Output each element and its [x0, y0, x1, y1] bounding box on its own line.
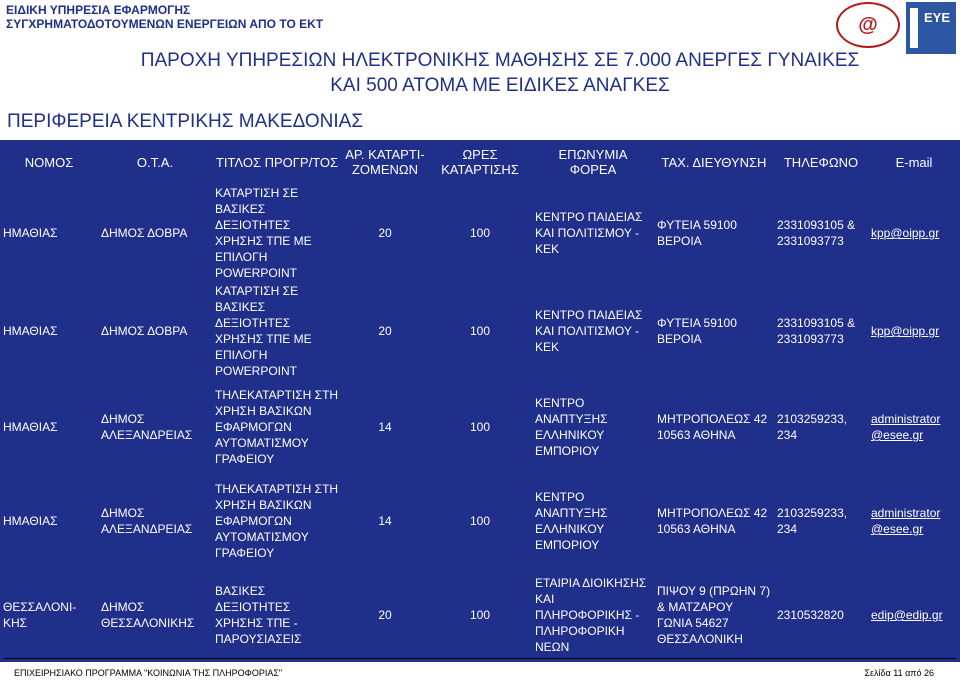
trainees-cell: 14	[378, 514, 392, 528]
prefecture-cell: ΗΜΑΘΙΑΣ	[3, 514, 58, 528]
table-row	[0, 282, 960, 380]
municipality-cell: ΔΗΜΟΣ ΔΟΒΡΑ	[101, 324, 188, 338]
header-cell: ΕΠΩΝΥΜΙΑ ΦΟΡΕΑ	[558, 147, 628, 177]
table-header-row	[0, 140, 960, 184]
hours-cell: 100	[469, 324, 491, 338]
hours-cell: 100	[469, 514, 491, 528]
header-cell: ΤΑΧ. ΔΙΕΥΘΥΝΣΗ	[661, 154, 767, 170]
program-title-cell: ΚΑΤΑΡΤΙΣΗ ΣΕ ΒΑΣΙΚΕΣ ΔΕΞΙΟΤΗΤΕΣ ΧΡΗΣΗΣ ΤΠΕ ΜΕ ΕΠΙΛΟΓΗ POWERPOINT	[215, 186, 312, 280]
prefecture-cell: ΗΜΑΘΙΑΣ	[3, 420, 58, 434]
table-row	[0, 380, 960, 474]
email-link[interactable]: administrator @esee.gr	[871, 506, 941, 536]
trainees-cell: 14	[378, 420, 392, 434]
prefecture-cell: ΗΜΑΘΙΑΣ	[3, 324, 58, 338]
provider-cell: ΚΕΝΤΡΟ ΠΑΙΔΕΙΑΣ ΚΑΙ ΠΟΛΙΤΙΣΜΟΥ - ΚΕΚ	[535, 308, 643, 354]
hours-cell: 100	[469, 608, 491, 622]
programs-table	[0, 140, 960, 662]
program-title-cell: ΚΑΤΑΡΤΙΣΗ ΣΕ ΒΑΣΙΚΕΣ ΔΕΞΙΟΤΗΤΕΣ ΧΡΗΣΗΣ ΤΠΕ ΜΕ ΕΠΙΛΟΓΗ POWERPOINT	[215, 284, 312, 378]
municipality-cell: ΔΗΜΟΣ ΑΛΕΞΑΝΔΡΕΙΑΣ	[101, 506, 193, 536]
email-link[interactable]: kpp@oipp.gr	[871, 226, 940, 240]
trainees-cell: 20	[378, 324, 392, 338]
at-sign-logo-icon: @	[836, 2, 900, 48]
provider-cell: ΚΕΝΤΡΟ ΑΝΑΠΤΥΞΗΣ ΕΛΛΗΝΙΚΟΥ ΕΜΠΟΡΙΟΥ	[535, 490, 608, 552]
agency-name-line1: ΕΙΔΙΚΗ ΥΠΗΡΕΣΙΑ ΕΦΑΡΜΟΓΗΣ	[6, 3, 191, 17]
municipality-cell: ΔΗΜΟΣ ΔΟΒΡΑ	[101, 226, 188, 240]
footer-page-number: Σελίδα 11 από 26	[864, 668, 934, 678]
program-title-cell: ΤΗΛΕΚΑΤΑΡΤΙΣΗ ΣΤΗ ΧΡΗΣΗ ΒΑΣΙΚΩΝ ΕΦΑΡΜΟΓΩΝ ΑΥΤΟΜΑΤΙΣΜΟΥ ΓΡΑΦΕΙΟΥ	[215, 482, 339, 560]
municipality-cell: ΔΗΜΟΣ ΘΕΣΣΑΛΟΝΙΚΗΣ	[101, 600, 195, 630]
phone-cell: 2103259233, 234	[777, 412, 848, 442]
document-title-line1: ΠΑΡΟΧΗ ΥΠΗΡΕΣΙΩΝ ΗΛΕΚΤΡΟΝΙΚΗΣ ΜΑΘΗΣΗΣ ΣΕ 7.000 ΑΝΕΡΓΕΣ ΓΥΝΑΙΚΕΣ	[140, 50, 860, 71]
phone-cell: 2310532820	[777, 608, 844, 622]
header-cell: Ο.Τ.Α.	[136, 154, 174, 170]
program-title-cell: ΒΑΣΙΚΕΣ ΔΕΞΙΟΤΗΤΕΣ ΧΡΗΣΗΣ ΤΠΕ - ΠΑΡΟΥΣΙΑΣΕΙΣ	[215, 584, 302, 646]
eye-logo-icon	[906, 2, 956, 54]
phone-cell: 2331093105 & 2331093773	[777, 218, 856, 248]
email-link[interactable]: administrator @esee.gr	[871, 412, 941, 442]
prefecture-cell: ΗΜΑΘΙΑΣ	[3, 226, 58, 240]
hours-cell: 100	[469, 420, 491, 434]
address-cell: ΦΥΤΕΙΑ 59100 ΒΕΡΟΙΑ	[657, 218, 737, 248]
trainees-cell: 20	[378, 608, 392, 622]
eye-logo-text: ΕΥΕ	[924, 10, 951, 25]
agency-name-line2: ΣΥΓΧΡΗΜΑΤΟΔΟΤΟΥΜΕΝΩΝ ΕΝΕΡΓΕΙΩΝ ΑΠΟ ΤΟ ΕΚΤ	[6, 17, 324, 31]
region-heading: ΠΕΡΙΦΕΡΕΙΑ ΚΕΝΤΡΙΚΗΣ ΜΑΚΕΔΟΝΙΑΣ	[7, 111, 364, 132]
prefecture-cell: ΘΕΣΣΑΛΟΝΙ-ΚΗΣ	[3, 600, 77, 630]
header-cell: ΤΙΤΛΟΣ ΠΡΟΓΡ/ΤΟΣ	[215, 154, 339, 170]
header-cell: ΤΗΛΕΦΩΝΟ	[783, 154, 859, 170]
address-cell: ΠΙΨΟΥ 9 (ΠΡΩΗΝ 7) & ΜΑΤΖΑΡΟΥ ΓΩΝΙΑ 54627 ΘΕΣΣΑΛΟΝΙΚΗ	[657, 584, 771, 646]
address-cell: ΦΥΤΕΙΑ 59100 ΒΕΡΟΙΑ	[657, 316, 737, 346]
provider-cell: ΚΕΝΤΡΟ ΠΑΙΔΕΙΑΣ ΚΑΙ ΠΟΛΙΤΙΣΜΟΥ - ΚΕΚ	[535, 210, 643, 256]
hours-cell: 100	[469, 226, 491, 240]
address-cell: ΜΗΤΡΟΠΟΛΕΩΣ 42 10563 ΑΘΗΝΑ	[657, 412, 768, 442]
footer-divider	[4, 658, 956, 659]
header-cell: E-mail	[895, 154, 933, 170]
header-cell: ΑΡ. ΚΑΤΑΡΤΙ-ΖΟΜΕΝΩΝ	[345, 147, 425, 177]
provider-cell: ΕΤΑΙΡΙΑ ΔΙΟΙΚΗΣΗΣ ΚΑΙ ΠΛΗΡΟΦΟΡΙΚΗΣ - ΠΛΗΡΟΦΟΡΙΚΗ ΝΕΩΝ	[535, 576, 647, 654]
header-cell: ΩΡΕΣ ΚΑΤΑΡΤΙΣΗΣ	[441, 147, 519, 177]
footer-program-name: ΕΠΙΧΕΙΡΗΣΙΑΚΟ ΠΡΟΓΡΑΜΜΑ "ΚΟΙΝΩΝΙΑ ΤΗΣ ΠΛΗΡΟΦΟΡΙΑΣ"	[14, 668, 283, 678]
municipality-cell: ΔΗΜΟΣ ΑΛΕΞΑΝΔΡΕΙΑΣ	[101, 412, 193, 442]
table-row	[0, 474, 960, 568]
document-title-line2: ΚΑΙ 500 ΑΤΟΜΑ ΜΕ ΕΙΔΙΚΕΣ ΑΝΑΓΚΕΣ	[330, 75, 670, 96]
email-link[interactable]: kpp@oipp.gr	[871, 324, 940, 338]
phone-cell: 2331093105 & 2331093773	[777, 316, 856, 346]
program-title-cell: ΤΗΛΕΚΑΤΑΡΤΙΣΗ ΣΤΗ ΧΡΗΣΗ ΒΑΣΙΚΩΝ ΕΦΑΡΜΟΓΩΝ ΑΥΤΟΜΑΤΙΣΜΟΥ ΓΡΑΦΕΙΟΥ	[215, 388, 339, 466]
address-cell: ΜΗΤΡΟΠΟΛΕΩΣ 42 10563 ΑΘΗΝΑ	[657, 506, 768, 536]
header-cell: ΝΟΜΟΣ	[24, 154, 74, 170]
table-row	[0, 184, 960, 282]
email-link[interactable]: edip@edip.gr	[871, 608, 943, 622]
logos	[836, 2, 956, 54]
provider-cell: ΚΕΝΤΡΟ ΑΝΑΠΤΥΞΗΣ ΕΛΛΗΝΙΚΟΥ ΕΜΠΟΡΙΟΥ	[535, 396, 608, 458]
phone-cell: 2103259233, 234	[777, 506, 848, 536]
trainees-cell: 20	[378, 226, 392, 240]
table-row	[0, 568, 960, 662]
